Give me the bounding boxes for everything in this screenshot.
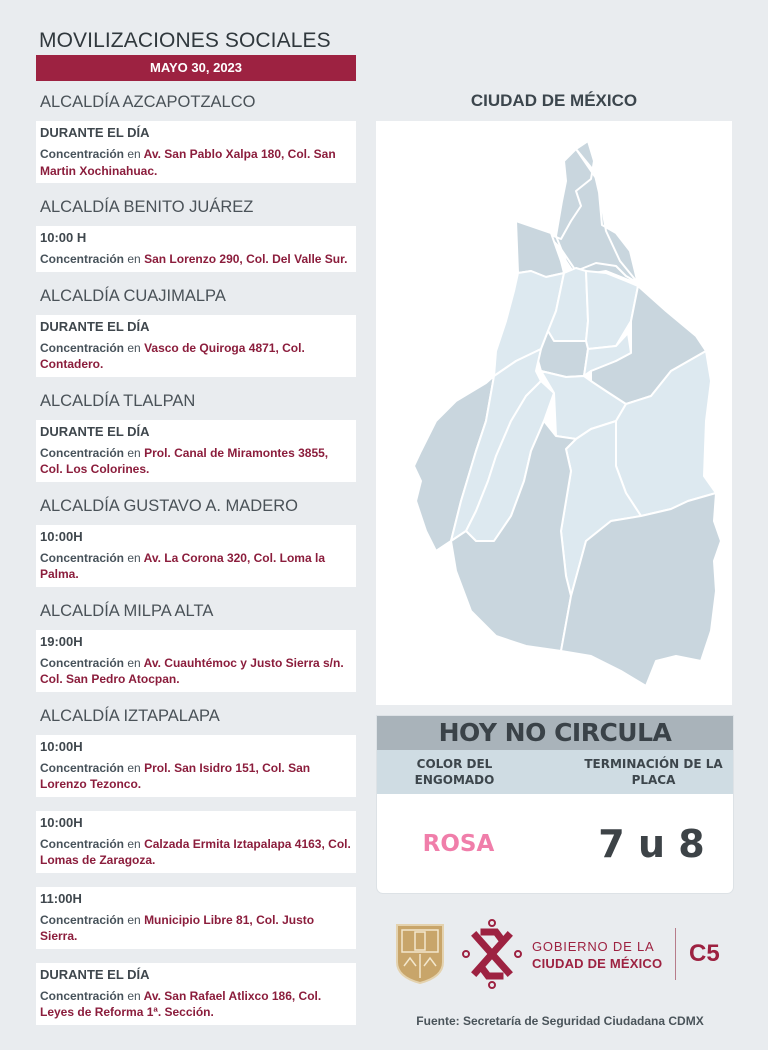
event-time: 10:00H: [40, 814, 83, 830]
event-type: Concentración: [40, 760, 125, 775]
event-type: Concentración: [40, 836, 125, 851]
mobilizations-list: [36, 86, 356, 1033]
cdmx-government-logo-icon: [462, 918, 522, 990]
event-description: [40, 445, 352, 478]
event-description: [40, 550, 352, 583]
connector: en: [127, 147, 141, 161]
event-address: Av. San Rafael Atlixco 186, Col. Leyes de Reforma 1ª. Sección.: [40, 988, 322, 1019]
event-address: Prol. San Isidro 151, Col. San Lorenzo Tezonco.: [40, 760, 311, 791]
event-description: [40, 340, 352, 373]
event-card: [36, 735, 356, 797]
event-description: [40, 655, 352, 688]
event-time: DURANTE EL DÍA: [40, 318, 150, 334]
event-type: Concentración: [40, 912, 125, 927]
event-description: [40, 836, 352, 869]
connector: en: [127, 912, 141, 927]
event-card: [36, 420, 356, 482]
event-description: [40, 988, 352, 1021]
logo-divider: [675, 928, 676, 980]
event-address: Municipio Libre 81, Col. Justo Sierra.: [40, 912, 315, 943]
source-credit: Fuente: Secretaría de Seguridad Ciudadana CDMX: [416, 1014, 704, 1028]
event-card: [36, 887, 356, 949]
connector: en: [127, 340, 141, 355]
event-type: Concentración: [40, 550, 125, 565]
event-description: [40, 912, 352, 945]
connector: en: [127, 760, 141, 775]
alcaldia-heading: ALCALDÍA AZCAPOTZALCO: [40, 93, 256, 111]
event-time: 10:00H: [40, 528, 83, 544]
alcaldia-heading: ALCALDÍA MILPA ALTA: [40, 601, 214, 620]
government-wordmark: [532, 938, 662, 972]
event-address: Prol. Canal de Miramontes 3855, Col. Los Colorines.: [40, 445, 329, 476]
cdmx-map-svg: [376, 121, 732, 705]
event-time: 19:00H: [40, 633, 83, 649]
event-type: Concentración: [40, 445, 125, 460]
plate-ending-value: 7 u 8: [598, 821, 705, 866]
event-time: DURANTE EL DÍA: [40, 423, 150, 439]
event-address: Calzada Ermita Iztapalapa 4163, Col. Lomas de Zaragoza.: [40, 836, 351, 867]
alcaldia-heading: ALCALDÍA TLALPAN: [40, 391, 196, 410]
event-time: 10:00H: [40, 738, 83, 754]
event-address: Av. San Pablo Xalpa 180, Col. San Martin Xochinahuac.: [40, 147, 336, 178]
sticker-color-value: ROSA: [422, 830, 495, 857]
event-time: 11:00H: [40, 890, 82, 906]
page-title: MOVILIZACIONES SOCIALES: [39, 29, 331, 52]
event-description: [40, 251, 352, 268]
event-address: Vasco de Quiroga 4871, Col. Contadero.: [40, 340, 305, 371]
event-description: [40, 760, 352, 793]
event-card: [36, 121, 356, 183]
cdmx-map: [376, 121, 732, 705]
alcaldia-heading: ALCALDÍA BENITO JUÁREZ: [40, 198, 254, 216]
alcaldia-heading: ALCALDÍA IZTAPALAPA: [40, 706, 220, 725]
event-type: Concentración: [40, 252, 125, 266]
hoy-no-circula-values: [377, 794, 733, 893]
cdmx-coat-of-arms-icon: [394, 922, 446, 986]
connector: en: [127, 836, 141, 851]
connector: en: [127, 988, 141, 1003]
event-description: [40, 146, 352, 179]
hoy-no-circula-title: HOY NO CIRCULA: [377, 716, 733, 750]
col-color-label: COLOR DEL ENGOMADO: [414, 757, 495, 787]
alcaldia-heading: ALCALDÍA GUSTAVO A. MADERO: [40, 496, 298, 515]
connector: en: [127, 550, 141, 565]
event-time: DURANTE EL DÍA: [40, 966, 150, 982]
event-type: Concentración: [40, 655, 125, 670]
hoy-no-circula-panel: [377, 716, 733, 893]
event-time: DURANTE EL DÍA: [40, 125, 150, 140]
footer-logos: [392, 918, 732, 993]
event-card: [36, 525, 356, 587]
event-type: Concentración: [40, 147, 125, 161]
event-card: [36, 630, 356, 692]
connector: en: [127, 445, 141, 460]
event-card: [36, 963, 356, 1025]
event-address: Av. Cuauhtémoc y Justo Sierra s/n. Col. San Pedro Atocpan.: [40, 655, 344, 686]
gov-line-2: CIUDAD DE MÉXICO: [532, 956, 663, 971]
event-type: Concentración: [40, 988, 125, 1003]
col-plate-label: TERMINACIÓN DE LA PLACA: [584, 757, 723, 787]
event-card: [36, 811, 356, 873]
gov-line-1: GOBIERNO DE LA: [532, 939, 655, 954]
event-address: Av. La Corona 320, Col. Loma la Palma.: [40, 550, 325, 581]
event-card: [36, 315, 356, 377]
hoy-no-circula-headers: [377, 750, 733, 794]
connector: en: [127, 252, 141, 266]
event-address: San Lorenzo 290, Col. Del Valle Sur.: [144, 252, 348, 266]
map-title: CIUDAD DE MÉXICO: [470, 91, 638, 110]
connector: en: [127, 655, 141, 670]
alcaldia-heading: ALCALDÍA CUAJIMALPA: [40, 286, 226, 305]
date-banner: MAYO 30, 2023: [36, 55, 356, 81]
event-card: [36, 226, 356, 272]
c5-logo: C5: [689, 940, 720, 967]
event-type: Concentración: [40, 340, 125, 355]
event-time: 10:00 H: [40, 230, 87, 245]
